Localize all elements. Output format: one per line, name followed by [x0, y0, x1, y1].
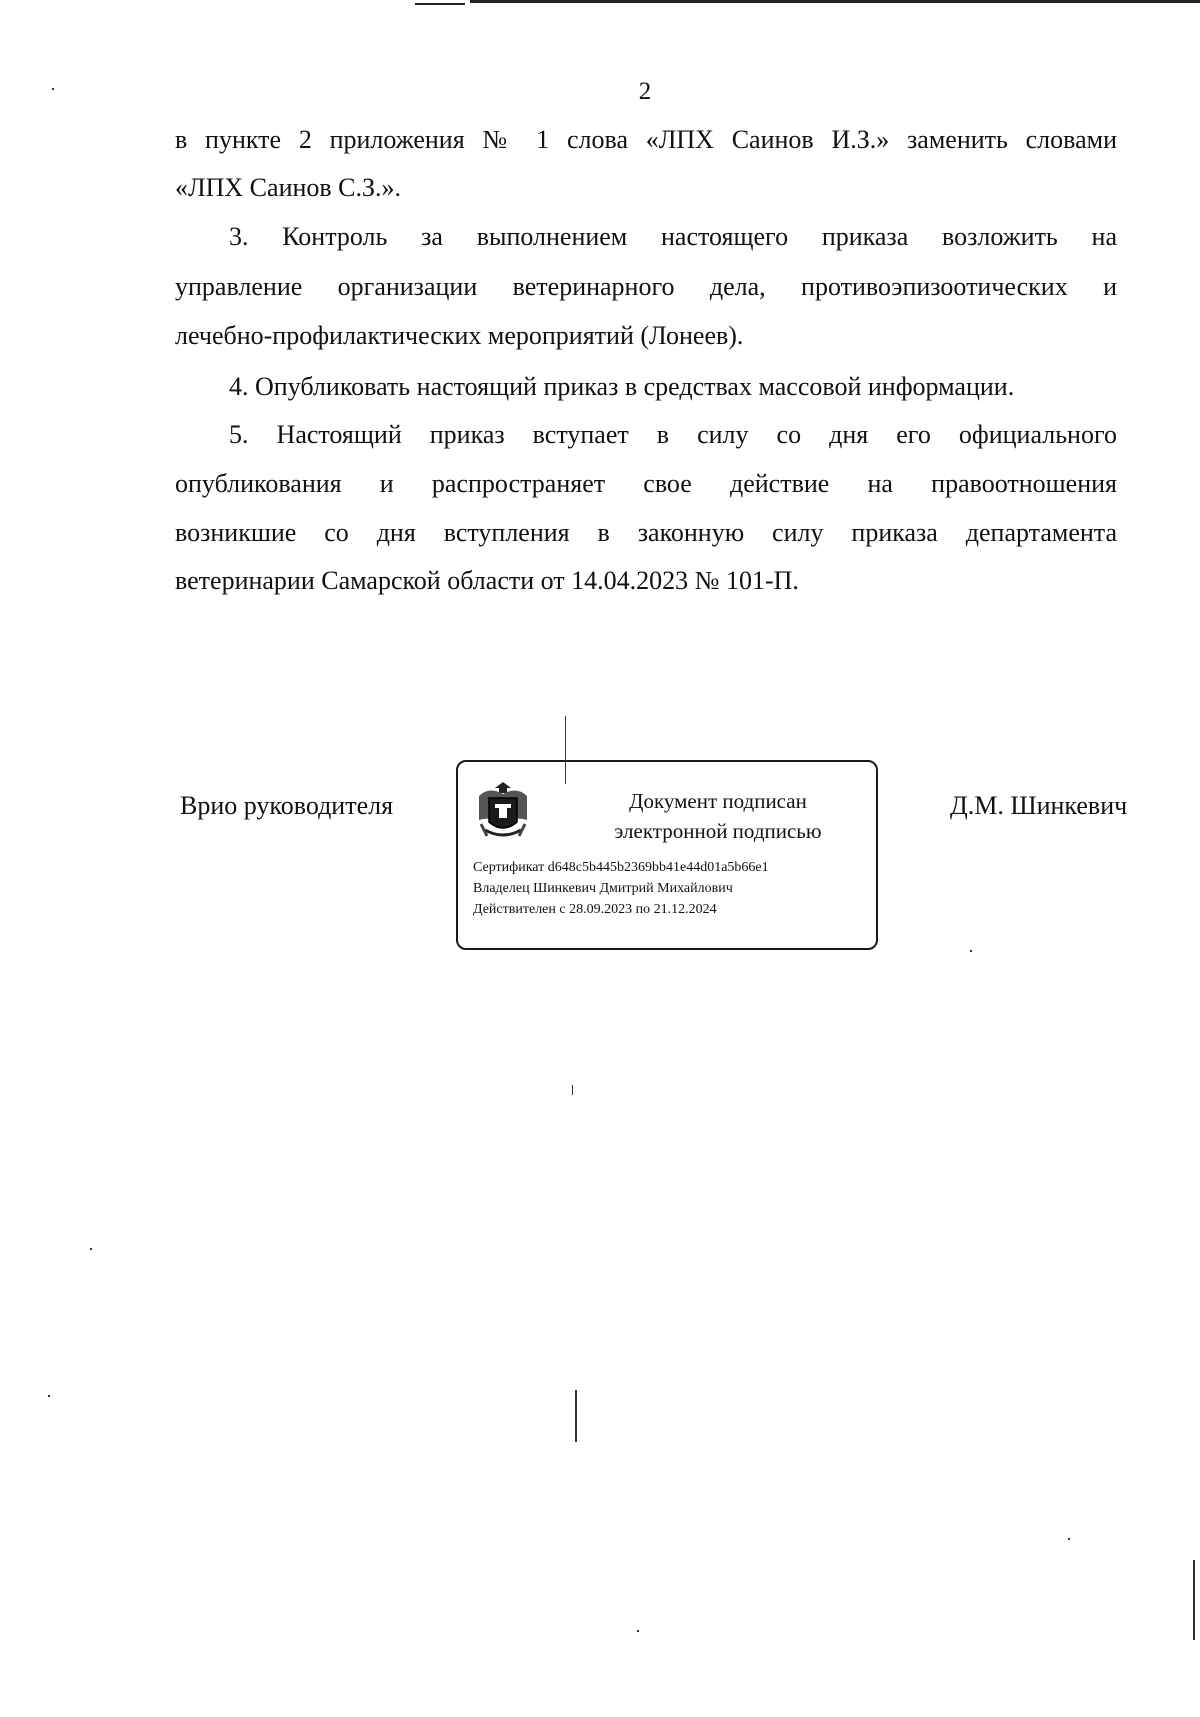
- page-number: 2: [638, 78, 652, 105]
- scan-edge-line: [415, 3, 465, 5]
- scan-artifact: [565, 716, 566, 784]
- scan-artifact: [48, 1395, 50, 1397]
- paragraph-amendment-line-2: «ЛПХ Саинов С.З.».: [175, 173, 402, 202]
- paragraph-3-line-2: управление организации ветеринарного дела, противоэпизоотических и: [175, 272, 1117, 301]
- signatory-position: Врио руководителя: [180, 791, 394, 820]
- scan-artifact: [90, 1248, 92, 1250]
- paragraph-amendment-line-1: в пункте 2 приложения № 1 слова «ЛПХ Саинов И.З.» заменить словами: [175, 125, 1117, 154]
- scan-artifact: [1068, 1538, 1070, 1540]
- paragraph-5-line-2: опубликования и распространяет свое действие на правоотношения: [175, 469, 1117, 498]
- certificate-number: Сертификат d648c5b445b2369bb41e44d01a5b66e1: [473, 860, 769, 875]
- signature-heading: [568, 786, 868, 846]
- paragraph-5-line-1: 5. Настоящий приказ вступает в силу со дня его официального: [229, 420, 1117, 449]
- scan-artifact: [575, 1390, 577, 1442]
- paragraph-3-line-3: лечебно-профилактических мероприятий (Лонеев).: [175, 321, 744, 350]
- paragraph-5-line-3: возникшие со дня вступления в законную силу приказа департамента: [175, 518, 1117, 547]
- certificate-validity: Действителен с 28.09.2023 по 21.12.2024: [473, 902, 717, 917]
- scan-artifact: [52, 88, 54, 90]
- paragraph-3-line-1: 3. Контроль за выполнением настоящего приказа возложить на: [229, 222, 1117, 251]
- scan-artifact: [572, 1085, 573, 1095]
- paragraph-4-line-1: 4. Опубликовать настоящий приказ в средствах массовой информации.: [229, 372, 1015, 401]
- scan-artifact: [1193, 1560, 1195, 1640]
- scan-artifact: [970, 950, 972, 952]
- paragraph-5-line-4: ветеринарии Самарской области от 14.04.2023 № 101-П.: [175, 566, 799, 595]
- electronic-signature-stamp: [456, 760, 878, 950]
- signature-heading-line-1: Документ подписан: [629, 789, 807, 813]
- scan-artifact: [637, 1630, 639, 1632]
- signatory-name: Д.М. Шинкевич: [950, 791, 1128, 820]
- certificate-owner: Владелец Шинкевич Дмитрий Михайлович: [473, 881, 733, 896]
- coat-of-arms-icon: [475, 780, 531, 844]
- signature-heading-line-2: электронной подписью: [614, 819, 822, 843]
- scan-edge-line: [470, 0, 1200, 3]
